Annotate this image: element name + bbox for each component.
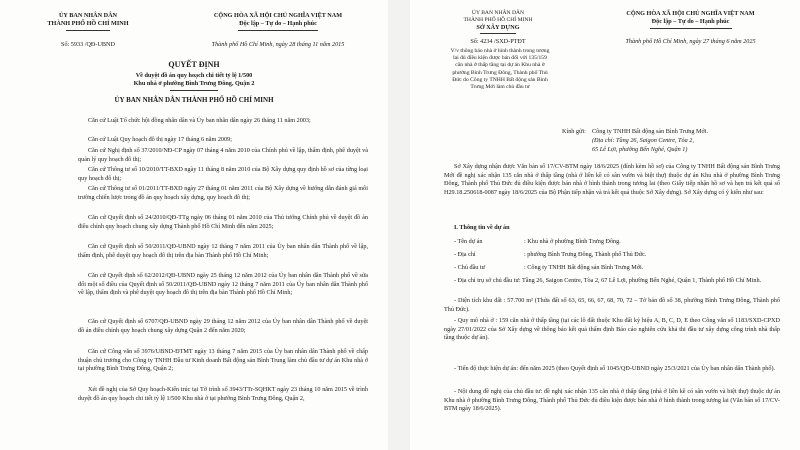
page-gutter (388, 0, 410, 450)
right-summary: V/v thông báo nhà ở hình thành trong tương lai đủ điều kiện được bán đối với 135/159 căn nhà ở thấp tầng tại dự án Khu nhà ở phường Bình Trưng Đông, Thành phố Thủ Đức do Công ty TNHH Bất động sản Bình Trưng Mới làm chủ đầu tư (450, 48, 550, 91)
left-motto-underline (238, 30, 318, 31)
right-doc-number: Số: 4234 /SXD-PTĐT (470, 38, 526, 45)
left-paragraph: Căn cứ Quyết định số 50/2011/QĐ-UBND ngày 12 tháng 7 năm 2011 của Ủy ban nhân dân Thành phố về lập, thẩm định, phê duyệt quy hoạch đô thị trên địa bàn Thành phố Hồ Chí Minh; (78, 243, 368, 259)
right-info-item: - Địa chỉ trụ sở chủ đầu tư: Tầng 26, Saigon Centre, Tòa 2, 67 Lê Lợi, phường Bến Nghé, Quận 1, Thành phố Hồ Chí Minh. (454, 277, 762, 284)
left-issuer-line-1: ỦY BAN NHÂN DÂN (58, 12, 118, 19)
left-issuer-line-2: THÀNH PHỐ HỒ CHÍ MINH (47, 20, 129, 27)
left-nation-motto-2: Độc lập – Tự do – Hạnh phúc (239, 20, 317, 27)
right-recipient: Công ty TNHH Bất động sản Bình Trưng Mới. (592, 128, 709, 135)
left-doc-title: QUYẾT ĐỊNH (168, 60, 220, 69)
right-recipient-address-2: 65 Lê Lợi, phường Bến Nghé, Quận 1) (592, 146, 688, 153)
right-section-heading: I. Thông tin về dự án (454, 224, 510, 231)
right-document-page (410, 0, 800, 450)
right-field-row (454, 264, 643, 272)
left-paragraph: Căn cứ Công văn số 3976/UBND-ĐTMT ngày 13 tháng 7 năm 2015 của Ủy ban nhân dân Thành phố về chấp thuận chủ trương cho Công ty TNHH Đầu tư Kinh doanh Bất động sản Bình Trung làm chủ đầu tư dự án Khu nhà ở tại phường Bình Trưng Đông, Quận 2; (78, 348, 368, 373)
right-field-value: : Công ty TNHH Bất động sản Bình Trưng Mới. (524, 264, 644, 271)
right-motto-underline (650, 28, 732, 29)
left-paragraph: Căn cứ Luật Quy hoạch đô thị ngày 17 tháng 6 năm 2009; (88, 136, 232, 143)
left-nation-motto-1: CỘNG HÒA XÃ HỘI CHỦ NGHĨA VIỆT NAM (213, 12, 343, 19)
right-info-item: - Nội dung đề nghị của chủ đầu tư: đề nghị xác nhận 135 căn nhà ở thấp tầng (nhà ở liền kề có sân vườn và biệt thự) thuộc dự án Khu nhà ở phường Bình Trưng Đông, Thành phố Thủ Đức đủ điều kiện được bán nhà ở hình thành trong tương lai (Văn bản số 17/CV-BTM ngày 18/6/2025). (444, 388, 780, 413)
right-field-row (454, 238, 621, 246)
left-doc-number: Số: 5933 /QĐ-UBND (61, 41, 115, 48)
right-dept-name: SỞ XÂY DỰNG (476, 24, 520, 31)
left-paragraph: Căn cứ Quyết định số 6707/QĐ-UBND ngày 29 tháng 12 năm 2012 của Ủy ban nhân dân Thành phố về duyệt đồ án điều chỉnh quy hoạch chung xây dựng Quận 2 đến năm 2020; (78, 318, 368, 334)
left-doc-subtitle-1: Về duyệt đồ án quy hoạch chi tiết tỷ lệ 1/500 (135, 72, 253, 79)
right-field-label: - Tên dự án (454, 238, 483, 245)
left-issuer-underline (66, 30, 110, 31)
right-field-label: - Chủ đầu tư (454, 264, 486, 271)
right-nation-motto-2: Độc lập – Tự do – Hạnh phúc (651, 18, 730, 25)
right-field-row (454, 251, 646, 259)
right-intro-paragraph: Sở Xây dựng nhận được Văn bản số 17/CV-BTM ngày 18/6/2025 (đính kèm hồ sơ) của Công ty TNHH Bất động sản Bình Trưng Mới đề nghị xác nhận 135 căn nhà ở thấp tầng (nhà ở liền kề có sân vườn và biệt thự) thuộc dự án Khu nhà ở phường Bình Trưng Đông, Thành phố Thủ Đức đủ điều kiện được bán nhà ở hình thành trong tương lai (theo Giấy tiếp nhận hồ sơ và hẹn trả kết quả số H29.18.250618-0087 ngày 18/6/2025 của Bộ Phận tiếp nhận và trả kết quả thuộc Sở Xây dựng). Sở Xây dựng có ý kiến như sau: (444, 163, 780, 196)
left-paragraph: Căn cứ Quyết định số 62/2012/QĐ-UBND ngày 25 tháng 12 năm 2012 của Ủy ban nhân dân Thành phố về sửa đổi một số điều của Quyết định số 50/2011/QĐ-UBND ngày 12 tháng 7 năm 2011 của Ủy ban nhân dân Thành phố về lập, thẩm định và phê duyệt quy hoạch đô thị trên địa bàn Thành phố Hồ Chí Minh; (78, 272, 368, 297)
right-info-item: - Diện tích khu đất : 57.700 m² (Thửa đất số 63, 65, 66, 67, 68, 70, 72 – Tờ bản đồ số 38, phường Bình Trưng Đông, Thành phố Thủ Đức). (444, 297, 780, 313)
left-paragraph: Xét đề nghị của Sở Quy hoạch-Kiến trúc tại Tờ trình số 3943/TTr-SQHKT ngày 23 tháng 10 năm 2015 về trình duyệt đồ án quy hoạch chi tiết tỷ lệ 1/500 Khu nhà ở tại phường Bình Trưng Đông, Quận 2, (78, 386, 368, 402)
right-place-date: Thành phố Hồ Chí Minh, ngày 27 tháng 6 năm 2025 (625, 38, 756, 45)
left-paragraph: Căn cứ Thông tư số 01/2011/TT-BXD ngày 27 tháng 01 năm 2011 của Bộ Xây dựng về hướng dẫn đánh giá môi trường chiến lược trong đồ án quy hoạch xây dựng, quy hoạch đô thị; (78, 185, 368, 201)
right-recipient-address-1: (Địa chỉ: Tầng 26, Saigon Centre, Tòa 2, (592, 137, 694, 144)
right-info-item: - Quy mô nhà ở : 159 căn nhà ở thấp tầng (tại các lô đất thuộc Khu đất ký hiệu A, B, C, D, E theo Công văn số 1183/SXD-CPXD ngày 27/01/2022 của Sở Xây dựng về thông báo kết quả thẩm định Báo cáo nghiên cứu khả thi đầu tư xây dựng công trình nhà thấp tầng thuộc dự án). (444, 317, 780, 342)
right-field-value: : phường Bình Trưng Đông, Thành phố Thủ Đức. (524, 251, 647, 258)
left-place-date: Thành phố Hồ Chí Minh, ngày 28 tháng 11 năm 2015 (211, 41, 345, 48)
right-info-item: - Tiến độ thực hiện dự án: đến năm 2025 (theo Quyết định số 1045/QĐ-UBND ngày 25/3/2021 của Ủy ban nhân dân Thành phố). (454, 365, 776, 372)
right-nation-motto-1: CỘNG HÒA XÃ HỘI CHỦ NGHĨA VIỆT NAM (626, 10, 755, 17)
right-issuer-line-2: THÀNH PHỐ HỒ CHÍ MINH (463, 17, 533, 23)
left-paragraph: Căn cứ Quyết định số 24/2010/QĐ-TTg ngày 06 tháng 01 năm 2010 của Thủ tướng Chính phủ về duyệt đồ án điều chỉnh quy hoạch chung xây dựng Thành phố Hồ Chí Minh đến năm 2025; (78, 214, 368, 230)
left-paragraph: Căn cứ Thông tư số 10/2010/TT-BXD ngày 11 tháng 8 năm 2010 của Bộ Xây dựng quy định hồ sơ của từng loại quy hoạch đô thị; (78, 166, 368, 182)
right-dept-underline (480, 33, 516, 34)
left-issuing-body: ỦY BAN NHÂN DÂN THÀNH PHỐ HỒ CHÍ MINH (114, 96, 274, 104)
left-paragraph: Căn cứ Luật Tổ chức hội đồng nhân dân và Ủy ban nhân dân ngày 26 tháng 11 năm 2003; (88, 117, 311, 124)
left-doc-subtitle-2: Khu nhà ở phường Bình Trưng Đông, Quận 2 (133, 80, 255, 87)
left-document-page (0, 0, 388, 450)
right-field-label: - Địa chỉ (454, 251, 476, 258)
right-field-value: : Khu nhà ở phường Bình Trưng Đông. (524, 238, 621, 245)
left-paragraph: Căn cứ Nghị định số 37/2010/NĐ-CP ngày 07 tháng 4 năm 2010 của Chính phủ về lập, thẩm định, phê duyệt và quản lý quy hoạch đô thị; (78, 147, 368, 163)
left-title-underline (170, 90, 218, 91)
right-issuer-line-1: ỦY BAN NHÂN DÂN (471, 10, 525, 16)
right-recipient-label: Kính gửi: (562, 128, 586, 135)
